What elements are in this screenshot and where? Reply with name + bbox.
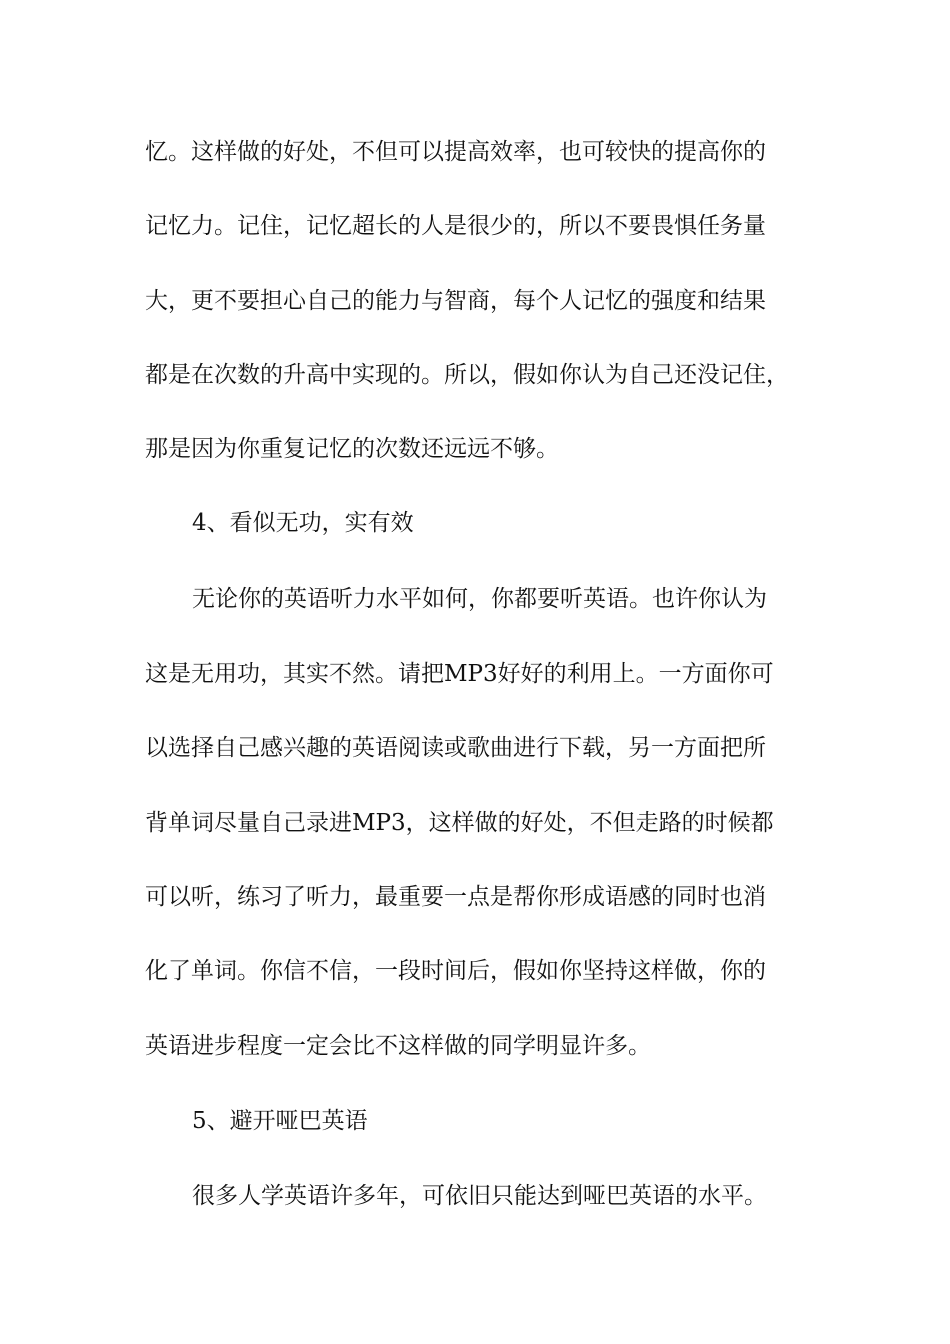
body-text-line: 以选择自己感兴趣的英语阅读或歌曲进行下载，另一方面把所 bbox=[145, 735, 766, 761]
body-text-line: 这是无用功，其实不然。请把MP3好好的利用上。一方面你可 bbox=[145, 661, 774, 687]
body-text-line: 无论你的英语听力水平如何，你都要听英语。也许你认为 bbox=[192, 586, 767, 612]
body-text-line: 记忆力。记住，记忆超长的人是很少的，所以不要畏惧任务量 bbox=[145, 213, 766, 239]
body-text-line: 都是在次数的升高中实现的。所以，假如你认为自己还没记住， bbox=[145, 362, 789, 388]
section-heading: 5、避开哑巴英语 bbox=[192, 1108, 368, 1134]
body-text-line: 可以听，练习了听力，最重要一点是帮你形成语感的同时也消 bbox=[145, 884, 766, 910]
body-text-line: 忆。这样做的好处，不但可以提高效率，也可较快的提高你的 bbox=[145, 139, 766, 165]
body-text-line: 背单词尽量自己录进MP3，这样做的好处，不但走路的时候都 bbox=[145, 810, 774, 836]
body-text-line: 那是因为你重复记忆的次数还远远不够。 bbox=[145, 436, 559, 462]
body-text-line: 大，更不要担心自己的能力与智商，每个人记忆的强度和结果 bbox=[145, 288, 766, 314]
section-heading: 4、看似无功，实有效 bbox=[192, 510, 414, 536]
body-text-line: 化了单词。你信不信，一段时间后，假如你坚持这样做，你的 bbox=[145, 958, 766, 984]
body-text-line: 很多人学英语许多年，可依旧只能达到哑巴英语的水平。 bbox=[192, 1183, 767, 1209]
body-text-line: 英语进步程度一定会比不这样做的同学明显许多。 bbox=[145, 1033, 651, 1059]
